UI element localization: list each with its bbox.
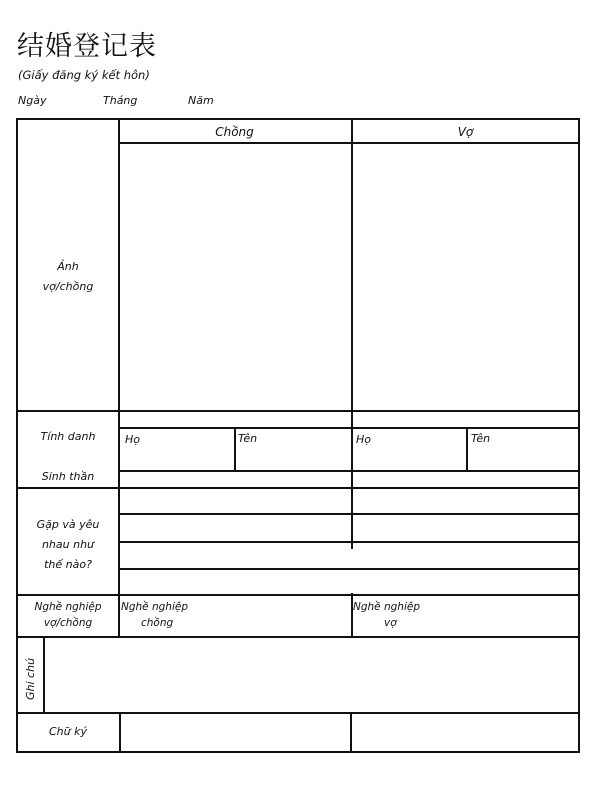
wife-occupation-label-line2: vợ — [384, 617, 397, 629]
form-subtitle: (Giấy đăng ký kết hôn) — [18, 68, 150, 82]
husband-surname-label: Họ — [125, 433, 141, 446]
photo-label-line2: vợ/chồng — [42, 280, 94, 293]
wife-column-header: Vợ — [457, 125, 474, 139]
registration-form-table — [16, 118, 580, 753]
story-label-line3: thế nào? — [44, 558, 92, 571]
photo-row-bottom — [18, 410, 580, 412]
occupation-label-line1: Nghề nghiệp — [34, 601, 102, 613]
husband-photo-field[interactable] — [120, 144, 351, 410]
wife-signature-field[interactable] — [352, 714, 580, 751]
husband-signature-field[interactable] — [121, 714, 350, 751]
occupation-label-line2: vợ/chồng — [43, 617, 93, 629]
story-label-line1: Gặp và yêu — [36, 518, 100, 531]
wife-surname-field[interactable] — [353, 429, 466, 470]
wife-photo-field[interactable] — [353, 144, 580, 410]
husband-birth-field[interactable] — [120, 472, 351, 487]
notes-field[interactable] — [45, 638, 580, 712]
form-title: 结婚登记表 — [17, 31, 157, 62]
wife-occupation-label-line1: Nghề nghiệp — [353, 601, 420, 613]
wife-birth-field[interactable] — [353, 472, 580, 487]
wife-given-name-field[interactable] — [468, 429, 580, 470]
husband-given-name-label: Tên — [238, 432, 258, 445]
date-day-label: Ngày — [18, 94, 47, 107]
photo-label-line1: Ảnh — [57, 260, 79, 273]
husband-column-header: Chồng — [215, 125, 254, 139]
date-month-label: Tháng — [103, 94, 138, 107]
husband-occupation-field[interactable] — [120, 596, 351, 636]
husband-occupation-label-line2: chồng — [141, 617, 174, 629]
husband-given-name-field[interactable] — [236, 429, 351, 470]
date-year-label: Năm — [188, 94, 214, 107]
wife-given-name-label: Tên — [471, 432, 491, 445]
signature-label: Chữ ký — [48, 725, 87, 738]
birth-label: Sinh thần — [41, 470, 95, 483]
name-label: Tính danh — [40, 430, 96, 443]
wife-occupation-field[interactable] — [353, 596, 580, 636]
notes-label: Ghi chú — [24, 657, 37, 700]
story-field[interactable] — [120, 489, 580, 594]
wife-surname-label: Họ — [356, 433, 372, 446]
husband-surname-field[interactable] — [120, 429, 234, 470]
story-label-line2: nhau như — [41, 538, 95, 551]
husband-occupation-label-line1: Nghề nghiệp — [121, 601, 188, 613]
